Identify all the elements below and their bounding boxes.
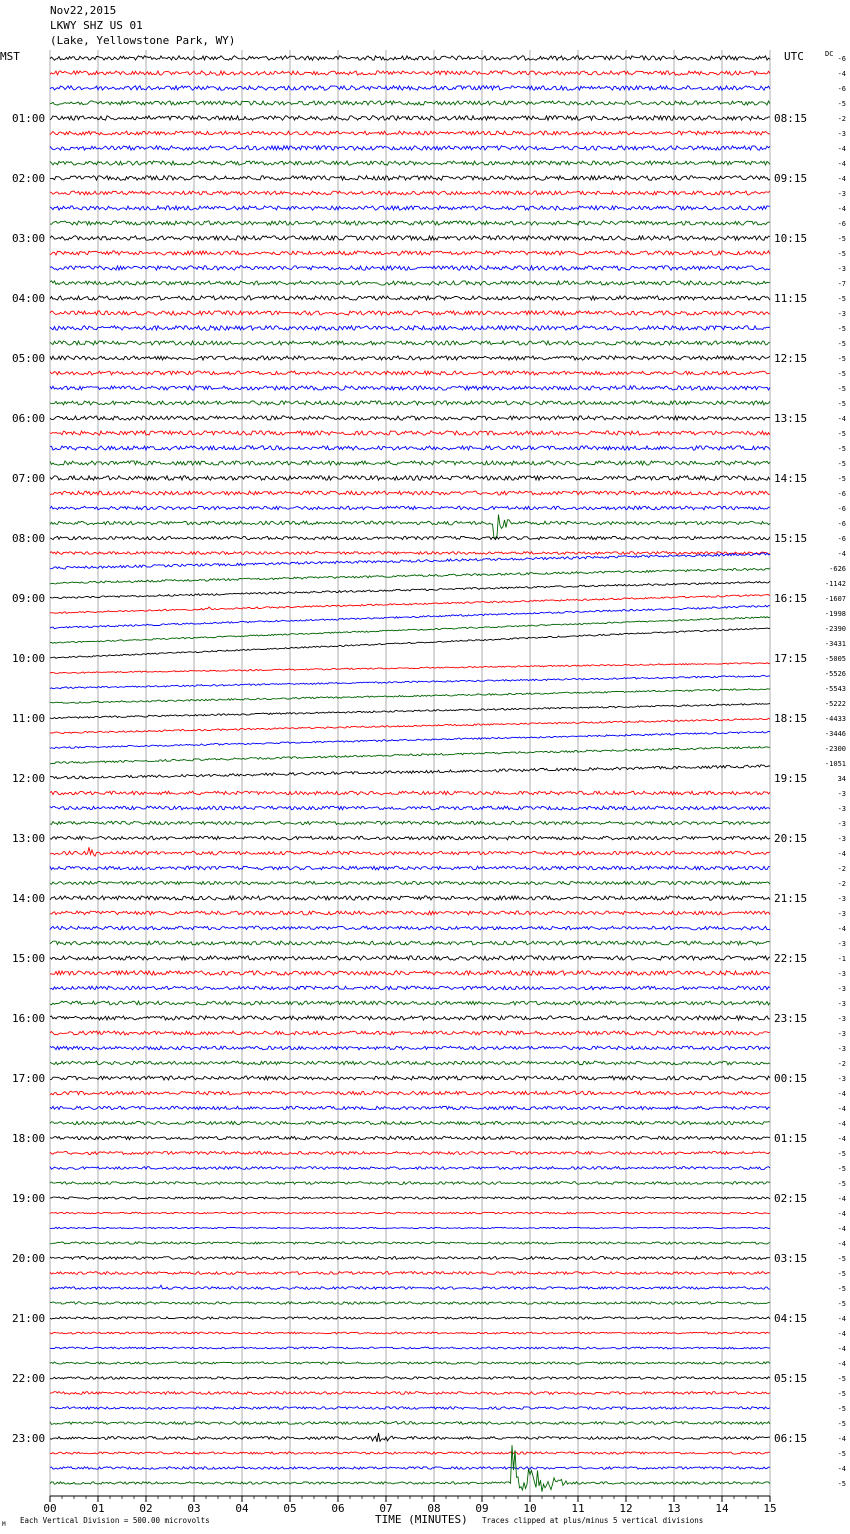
dc-offset-label: -3 (837, 130, 846, 138)
dc-label: DC (825, 50, 834, 58)
dc-offset-label: -4 (837, 1465, 846, 1473)
dc-offset-label: -1607 (824, 595, 846, 603)
trace-row-23 (50, 401, 770, 405)
trace-row-57 (50, 911, 770, 915)
trace-row-52 (50, 836, 770, 840)
utc-hour-label: 16:15 (774, 592, 808, 605)
dc-offset-label: -3 (837, 985, 846, 993)
mst-hour-label: 21:00 (12, 1312, 46, 1325)
dc-offset-label: -5 (837, 1255, 846, 1263)
trace-row-76 (50, 1197, 770, 1199)
dc-offset-label: -4 (837, 850, 846, 858)
trace-row-75 (50, 1182, 770, 1185)
trace-row-4 (50, 116, 770, 120)
trace-rows (50, 56, 770, 1492)
x-tick-label: 01 (91, 1502, 105, 1515)
trace-row-41 (50, 663, 770, 674)
hour-labels (12, 112, 807, 1445)
trace-row-35 (50, 568, 770, 584)
trace-row-94 (50, 1467, 770, 1470)
dc-offset-label: -4 (837, 1225, 846, 1233)
x-tick-label: 11 (571, 1502, 585, 1515)
dc-offset-label: -4 (837, 1330, 846, 1338)
utc-hour-label: 03:15 (774, 1252, 808, 1265)
dc-offset-label: 34 (837, 775, 846, 783)
trace-row-72 (50, 1136, 770, 1139)
x-tick-label: 13 (667, 1502, 681, 1515)
trace-row-84 (50, 1317, 770, 1319)
trace-row-49 (50, 791, 770, 795)
dc-offset-label: -4 (837, 550, 846, 558)
dc-offset-label: -4 (837, 1240, 846, 1248)
utc-hour-label: 06:15 (774, 1432, 808, 1445)
utc-hour-label: 09:15 (774, 172, 808, 185)
dc-offset-label: -3 (837, 835, 846, 843)
mst-hour-label: 03:00 (12, 232, 46, 245)
mst-hour-label: 23:00 (12, 1432, 46, 1445)
utc-hour-label: 13:15 (774, 412, 808, 425)
trace-row-30 (50, 506, 770, 510)
trace-row-63 (50, 1001, 770, 1005)
trace-row-13 (50, 251, 770, 255)
dc-offset-label: -5543 (824, 685, 846, 693)
mst-hour-label: 16:00 (12, 1012, 46, 1025)
dc-offset-label: -5 (837, 325, 846, 333)
dc-offset-label: -4 (837, 175, 846, 183)
dc-offset-label: -5 (837, 1165, 846, 1173)
dc-offset-label: -1051 (824, 760, 846, 768)
dc-offset-label: -5 (837, 1285, 846, 1293)
dc-offset-label: -3 (837, 910, 846, 918)
trace-row-47 (50, 746, 770, 764)
trace-row-74 (50, 1167, 770, 1170)
x-tick-label: 07 (379, 1502, 393, 1515)
mst-hour-label: 18:00 (12, 1132, 46, 1145)
dc-offset-label: -5 (837, 340, 846, 348)
dc-offset-label: -6 (837, 85, 846, 93)
dc-offset-label: -5 (837, 460, 846, 468)
trace-row-21 (50, 371, 770, 375)
dc-offset-label: -4 (837, 925, 846, 933)
trace-row-1 (50, 71, 770, 75)
trace-row-64 (50, 1016, 770, 1020)
trace-row-86 (50, 1347, 770, 1349)
trace-row-81 (50, 1272, 770, 1275)
dc-offset-label: -4 (837, 415, 846, 423)
dc-offset-label: -5 (837, 370, 846, 378)
trace-row-70 (50, 1106, 770, 1109)
trace-row-69 (50, 1091, 770, 1095)
trace-row-8 (50, 176, 770, 180)
trace-row-3 (50, 101, 770, 105)
trace-row-62 (50, 986, 770, 990)
dc-offset-label: -3 (837, 1075, 846, 1083)
trace-row-78 (50, 1227, 770, 1228)
header-date: Nov22,2015 (50, 4, 117, 17)
trace-row-91 (50, 1422, 770, 1425)
trace-row-87 (50, 1362, 770, 1364)
dc-offset-label: -3431 (824, 640, 846, 648)
header-station: LKWY SHZ US 01 (50, 19, 143, 32)
mst-hour-label: 19:00 (12, 1192, 46, 1205)
trace-row-85 (50, 1332, 770, 1334)
trace-row-65 (50, 1031, 770, 1035)
trace-row-93 (50, 1452, 770, 1454)
dc-offset-label: -6 (837, 220, 846, 228)
utc-hour-label: 04:15 (774, 1312, 808, 1325)
dc-offset-label: -5 (837, 1450, 846, 1458)
dc-offset-label: -2300 (824, 745, 846, 753)
trace-row-26 (50, 446, 770, 450)
x-tick-label: 03 (187, 1502, 201, 1515)
trace-row-46 (50, 731, 770, 748)
trace-row-7 (50, 161, 770, 165)
utc-hour-label: 01:15 (774, 1132, 808, 1145)
x-tick-label: 04 (235, 1502, 249, 1515)
utc-hour-label: 19:15 (774, 772, 808, 785)
dc-offset-label: -3 (837, 310, 846, 318)
dc-offset-label: -5222 (824, 700, 846, 708)
x-tick-label: 14 (715, 1502, 729, 1515)
dc-offset-label: -5526 (824, 670, 846, 678)
mst-hour-label: 02:00 (12, 172, 46, 185)
trace-row-45 (50, 718, 770, 733)
trace-row-19 (50, 341, 770, 345)
mst-hour-label: 01:00 (12, 112, 46, 125)
trace-row-36 (50, 581, 770, 598)
mst-axis-title: MST (0, 50, 20, 63)
dc-offset-label: -5 (837, 1375, 846, 1383)
dc-offset-label: -5 (837, 1390, 846, 1398)
dc-offset-label: -6 (837, 55, 846, 63)
dc-offset-label: -3 (837, 820, 846, 828)
trace-row-15 (50, 281, 770, 285)
trace-row-6 (50, 146, 770, 150)
dc-offset-labels (825, 55, 846, 1488)
trace-row-34 (50, 553, 770, 569)
x-tick-label: 02 (139, 1502, 153, 1515)
dc-offset-label: -3 (837, 1000, 846, 1008)
x-axis-title: TIME (MINUTES) (375, 1513, 468, 1526)
mst-hour-label: 05:00 (12, 352, 46, 365)
utc-hour-label: 17:15 (774, 652, 808, 665)
corner-mark: M (2, 1521, 6, 1528)
dc-offset-label: -5 (837, 430, 846, 438)
dc-offset-label: -5 (837, 1420, 846, 1428)
trace-row-73 (50, 1152, 770, 1155)
dc-offset-label: -4 (837, 145, 846, 153)
dc-offset-label: -2 (837, 1060, 846, 1068)
dc-offset-label: -5 (837, 235, 846, 243)
mst-hour-label: 09:00 (12, 592, 46, 605)
trace-row-59 (50, 941, 770, 945)
dc-offset-label: -5 (837, 1405, 846, 1413)
trace-row-79 (50, 1242, 770, 1244)
trace-row-71 (50, 1121, 770, 1124)
dc-offset-label: -5 (837, 100, 846, 108)
trace-row-12 (50, 236, 770, 240)
dc-offset-label: -6 (837, 535, 846, 543)
mst-hour-label: 17:00 (12, 1072, 46, 1085)
trace-row-27 (50, 461, 770, 465)
trace-row-22 (50, 386, 770, 390)
trace-row-38 (50, 605, 770, 628)
x-tick-label: 09 (475, 1502, 489, 1515)
mst-hour-label: 20:00 (12, 1252, 46, 1265)
dc-offset-label: -5 (837, 1480, 846, 1488)
dc-offset-label: -5 (837, 1180, 846, 1188)
utc-hour-label: 12:15 (774, 352, 808, 365)
dc-offset-label: -4 (837, 1090, 846, 1098)
trace-row-39 (50, 617, 770, 644)
mst-hour-label: 08:00 (12, 532, 46, 545)
dc-offset-label: -3 (837, 940, 846, 948)
dc-offset-label: -626 (829, 565, 846, 573)
dc-offset-label: -4433 (824, 715, 846, 723)
trace-row-20 (50, 356, 770, 360)
trace-row-89 (50, 1392, 770, 1395)
trace-row-61 (50, 971, 770, 975)
x-tick-label: 00 (43, 1502, 57, 1515)
trace-row-17 (50, 311, 770, 315)
dc-offset-label: -3446 (824, 730, 846, 738)
dc-offset-label: -5 (837, 1300, 846, 1308)
trace-row-88 (50, 1377, 770, 1379)
dc-offset-label: -5005 (824, 655, 846, 663)
dc-offset-label: -3 (837, 970, 846, 978)
dc-offset-label: -3 (837, 1045, 846, 1053)
trace-row-18 (50, 326, 770, 330)
trace-row-29 (50, 491, 770, 495)
trace-row-43 (50, 689, 770, 704)
dc-offset-label: -5 (837, 385, 846, 393)
dc-offset-label: -5 (837, 475, 846, 483)
utc-hour-label: 10:15 (774, 232, 808, 245)
dc-offset-label: -5 (837, 400, 846, 408)
dc-offset-label: -1142 (824, 580, 846, 588)
utc-hour-label: 02:15 (774, 1192, 808, 1205)
dc-offset-label: -3 (837, 1015, 846, 1023)
dc-offset-label: -5 (837, 1150, 846, 1158)
x-tick-label: 05 (283, 1502, 297, 1515)
x-tick-label: 08 (427, 1502, 441, 1515)
trace-row-40 (50, 628, 770, 658)
dc-offset-label: -2 (837, 865, 846, 873)
utc-hour-label: 05:15 (774, 1372, 808, 1385)
dc-offset-label: -5 (837, 295, 846, 303)
utc-hour-label: 00:15 (774, 1072, 808, 1085)
dc-offset-label: -4 (837, 205, 846, 213)
mst-hour-label: 15:00 (12, 952, 46, 965)
trace-row-82 (50, 1285, 770, 1289)
dc-offset-label: -2 (837, 115, 846, 123)
dc-offset-label: -3 (837, 895, 846, 903)
dc-offset-label: -6 (837, 490, 846, 498)
dc-offset-label: -4 (837, 1315, 846, 1323)
trace-row-25 (50, 431, 770, 435)
x-tick-label: 12 (619, 1502, 633, 1515)
scale-note: Each Vertical Division = 500.00 microvolts (20, 1516, 210, 1525)
trace-row-50 (50, 806, 770, 810)
utc-hour-label: 15:15 (774, 532, 808, 545)
mst-hour-label: 13:00 (12, 832, 46, 845)
trace-row-42 (50, 675, 770, 688)
trace-row-9 (50, 191, 770, 195)
trace-row-5 (50, 131, 770, 135)
clip-note: Traces clipped at plus/minus 5 vertical divisions (482, 1516, 704, 1525)
trace-row-16 (50, 296, 770, 300)
dc-offset-label: -6 (837, 505, 846, 513)
dc-offset-label: -4 (837, 1135, 846, 1143)
trace-row-68 (50, 1076, 770, 1080)
trace-row-55 (50, 881, 770, 884)
dc-offset-label: -2 (837, 880, 846, 888)
trace-row-14 (50, 266, 770, 270)
dc-offset-label: -4 (837, 1345, 846, 1353)
trace-row-90 (50, 1407, 770, 1410)
dc-offset-label: -1998 (824, 610, 846, 618)
dc-offset-label: -7 (837, 280, 846, 288)
mst-hour-label: 04:00 (12, 292, 46, 305)
trace-row-80 (50, 1257, 770, 1260)
utc-hour-label: 11:15 (774, 292, 808, 305)
trace-row-33 (50, 552, 770, 555)
trace-row-11 (50, 221, 770, 225)
mst-hour-label: 14:00 (12, 892, 46, 905)
x-tick-label: 10 (523, 1502, 537, 1515)
dc-offset-label: -5 (837, 250, 846, 258)
trace-row-67 (50, 1061, 770, 1065)
dc-offset-label: -4 (837, 1210, 846, 1218)
utc-hour-label: 08:15 (774, 112, 808, 125)
trace-row-58 (50, 926, 770, 930)
trace-row-37 (50, 595, 770, 614)
trace-row-77 (50, 1212, 770, 1214)
dc-offset-label: -3 (837, 190, 846, 198)
trace-row-92 (50, 1433, 770, 1442)
dc-offset-label: -4 (837, 1120, 846, 1128)
x-tick-label: 06 (331, 1502, 345, 1515)
utc-hour-label: 23:15 (774, 1012, 808, 1025)
dc-offset-label: -4 (837, 1435, 846, 1443)
trace-row-0 (50, 56, 770, 60)
dc-offset-label: -1 (837, 955, 846, 963)
dc-offset-label: -3 (837, 265, 846, 273)
dc-offset-label: -6 (837, 520, 846, 528)
dc-offset-label: -3 (837, 1030, 846, 1038)
dc-offset-label: -5 (837, 445, 846, 453)
dc-offset-label: -3 (837, 805, 846, 813)
trace-row-60 (50, 956, 770, 960)
trace-row-48 (50, 765, 770, 779)
mst-hour-label: 22:00 (12, 1372, 46, 1385)
mst-hour-label: 12:00 (12, 772, 46, 785)
trace-row-54 (50, 866, 770, 870)
utc-hour-label: 14:15 (774, 472, 808, 485)
dc-offset-label: -2390 (824, 625, 846, 633)
trace-row-66 (50, 1046, 770, 1050)
trace-row-2 (50, 86, 770, 90)
trace-row-51 (50, 821, 770, 824)
trace-row-44 (50, 704, 770, 719)
utc-hour-label: 21:15 (774, 892, 808, 905)
mst-hour-label: 10:00 (12, 652, 46, 665)
trace-row-83 (50, 1302, 770, 1305)
trace-row-53 (50, 847, 770, 856)
trace-row-32 (50, 536, 770, 539)
mst-hour-label: 11:00 (12, 712, 46, 725)
dc-offset-label: -5 (837, 355, 846, 363)
dc-offset-label: -4 (837, 1105, 846, 1113)
mst-hour-label: 06:00 (12, 412, 46, 425)
utc-hour-label: 18:15 (774, 712, 808, 725)
mst-hour-label: 07:00 (12, 472, 46, 485)
utc-axis-title: UTC (784, 50, 804, 63)
utc-hour-label: 22:15 (774, 952, 808, 965)
trace-row-28 (50, 476, 770, 480)
trace-row-56 (50, 896, 770, 900)
dc-offset-label: -4 (837, 70, 846, 78)
dc-offset-label: -4 (837, 1195, 846, 1203)
trace-row-10 (50, 206, 770, 210)
header-location: (Lake, Yellowstone Park, WY) (50, 34, 236, 47)
trace-row-24 (50, 416, 770, 420)
dc-offset-label: -5 (837, 1270, 846, 1278)
dc-offset-label: -3 (837, 790, 846, 798)
dc-offset-label: -4 (837, 1360, 846, 1368)
dc-offset-label: -4 (837, 160, 846, 168)
trace-row-31 (50, 515, 770, 539)
utc-hour-label: 20:15 (774, 832, 808, 845)
x-tick-label: 15 (763, 1502, 777, 1515)
